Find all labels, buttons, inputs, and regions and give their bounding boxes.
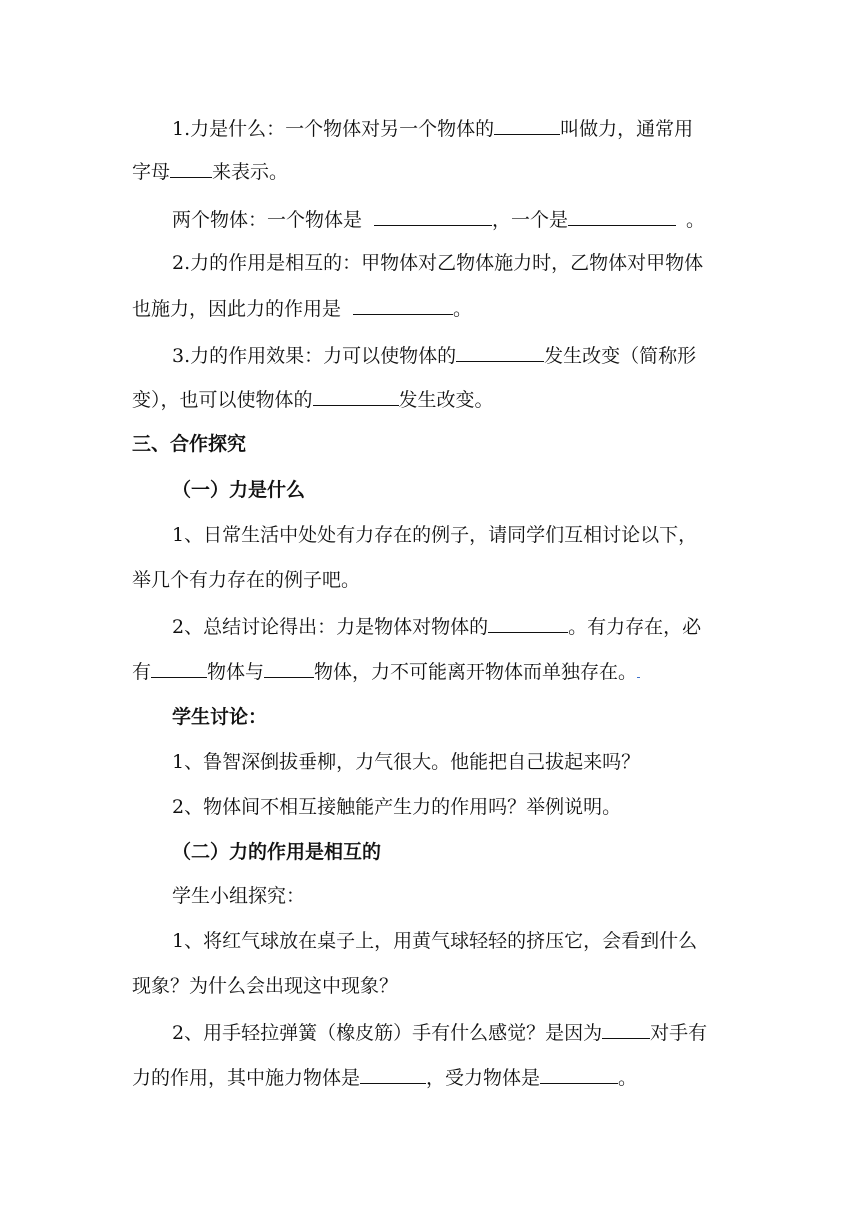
discussion-heading: 学生讨论： [172,706,268,728]
p2-text-c: 有 [132,661,152,683]
group-item-1-line-1 [172,929,697,953]
question-2-line-1 [172,251,703,275]
group-item-2-line-2 [132,1065,637,1090]
discussion-item-2: 2、物体间不相互接触能产生力的作用吗？举例说明。 [172,796,622,818]
p2-text-b: 。有力存在，必 [568,616,702,638]
blank-field[interactable] [568,207,676,226]
g1-text-b: 现象？为什么会出现这中现象？ [132,975,399,997]
q3-text-a: 3.力的作用效果：力可以使物体的 [172,345,457,367]
q3-text-c: 变），也可以使物体的 [132,389,313,411]
two-text-b: ，一个是 [492,209,569,231]
blank-field[interactable] [264,659,314,678]
g2-text-e: 。 [618,1067,638,1089]
g2-text-d: ，受力物体是 [426,1067,541,1089]
blank-field[interactable] [456,343,544,362]
blank-field[interactable] [151,659,207,678]
subsection-heading-1: （一）力是什么 [172,479,306,501]
two-text-a: 两个物体：一个物体是 [172,209,363,231]
group-item-2-line-1 [172,1020,707,1045]
q3-text-b: 发生改变（简称形 [544,345,697,367]
q1-text-d: 来表示。 [212,161,289,183]
blank-field[interactable] [602,1020,650,1039]
paragraph-2-line-2 [132,659,640,684]
question-1-line-1 [172,116,693,141]
discussion-item-1: 1、鲁智深倒拔垂柳，力气很大。他能把自己拔起来吗？ [172,751,641,773]
section-heading: 三、合作探究 [132,433,247,455]
group-item-1-line-2 [132,974,398,998]
question-1-line-2 [132,159,288,184]
q1-text-b: 叫做力，通常用 [560,118,694,140]
blank-field[interactable] [170,159,212,178]
question-3-line-2 [132,387,494,412]
q2-text-b: 也施力，因此力的作用是 [132,298,342,320]
g2-text-c: 力的作用，其中施力物体是 [132,1067,361,1089]
q1-text-a: 1.力是什么：一个物体对另一个物体的 [172,118,495,140]
p2-text-e: 物体，力不可能离开物体而单独存在。 [314,661,638,683]
q2-text-a: 2.力的作用是相互的：甲物体对乙物体施力时，乙物体对甲物体 [172,252,704,274]
g2-text-b: 对手有 [650,1022,708,1044]
p2-text-a: 2、总结讨论得出：力是物体对物体的 [172,616,489,638]
subsection-heading-2: （二）力的作用是相互的 [172,841,382,863]
paragraph-1-line-2 [132,568,360,592]
blank-field[interactable] [313,387,399,406]
blank-field[interactable] [360,1065,426,1084]
q1-text-c: 字母 [132,161,171,183]
p2-text-d: 物体与 [207,661,265,683]
blank-field[interactable] [353,296,453,315]
g2-text-a: 2、用手轻拉弹簧（橡皮筋）手有什么感觉？是因为 [172,1022,603,1044]
blank-field[interactable] [488,614,568,633]
paragraph-1-line-1 [172,523,697,547]
two-objects-line [172,207,705,232]
g1-text-a: 1、将红气球放在桌子上，用黄气球轻轻的挤压它，会看到什么 [172,930,698,952]
group-inquiry-label: 学生小组探究： [172,885,306,907]
q3-text-d: 发生改变。 [398,389,494,411]
two-text-c: 。 [686,209,706,231]
p1-text-a: 1、日常生活中处处有力存在的例子，请同学们互相讨论以下， [172,524,698,546]
q2-text-c: 。 [453,298,473,320]
question-2-line-2 [132,296,472,321]
question-3-line-1 [172,343,696,368]
blank-field[interactable] [540,1065,618,1084]
p1-text-b: 举几个有力存在的例子吧。 [132,569,361,591]
cursor-mark [637,665,640,678]
blank-field[interactable] [494,116,560,135]
paragraph-2-line-1 [172,614,701,639]
blank-field[interactable] [374,207,492,226]
